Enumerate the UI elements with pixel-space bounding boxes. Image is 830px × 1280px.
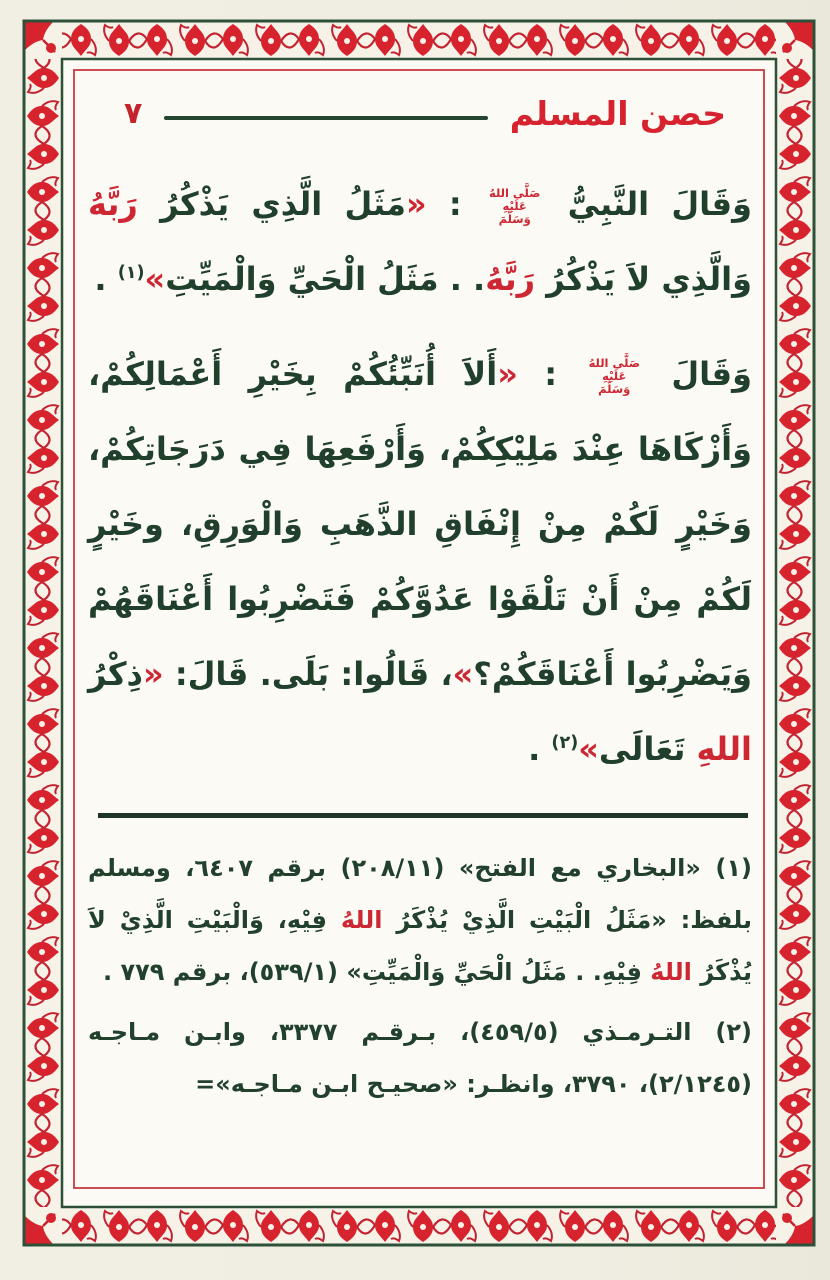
footnote-separator bbox=[98, 813, 748, 818]
footnote-marker: (٢) bbox=[715, 1017, 752, 1046]
honorific-line: صَلَّى اللهُ bbox=[588, 355, 640, 370]
quote-mark-open: « bbox=[497, 355, 518, 393]
highlighted-word-rabbahu: رَبَّهُ bbox=[88, 185, 138, 223]
hadith-body bbox=[88, 167, 752, 793]
honorific-line: عَلَيْهِ bbox=[502, 198, 527, 213]
footnote-text: فِيْهِ، وَالْبَيْتِ الَّذِيْ لاَ يُذْكَرُ bbox=[88, 905, 752, 986]
body-text: مَثَلُ الَّذِي يَذْكُرُ bbox=[137, 185, 406, 223]
body-text: . bbox=[94, 260, 118, 298]
body-text: : bbox=[517, 355, 584, 393]
quote-mark-close: » bbox=[452, 655, 474, 693]
footnote-2 bbox=[88, 1006, 752, 1110]
body-text: . bbox=[528, 730, 552, 768]
honorific-line: عَلَيْهِ bbox=[602, 368, 627, 383]
body-text: : bbox=[426, 185, 484, 223]
honorific-salla-allahu-alayhi-wa-sallam bbox=[589, 357, 640, 396]
body-text: تَعَالَى bbox=[598, 730, 697, 768]
body-text: وَقَالَ bbox=[644, 355, 753, 393]
honorific-line: وَسَلَّمَ bbox=[498, 211, 531, 226]
body-text: ، قَالُوا: بَلَى. قَالَ: bbox=[163, 655, 453, 693]
footnote-marker: (١) bbox=[715, 853, 752, 882]
footnote-ref-1: (١) bbox=[117, 262, 145, 283]
footnote-text: فِيْهِ. . مَثَلُ الْحَيِّ وَالْمَيِّتِ» (٥٣٩/١)، برقم ٧٧٩ . bbox=[102, 957, 651, 986]
hadith-1-paragraph bbox=[88, 167, 752, 323]
page-number: ٧ bbox=[124, 96, 143, 131]
highlighted-word-allah: اللهُ bbox=[340, 905, 383, 934]
quote-mark-close: » bbox=[144, 260, 166, 298]
footnote-text: التـرمـذي (٤٥٩/٥)، بـرقـم ٣٣٧٧، وابـن مـاجـه (٢/١٢٤٥)، ٣٧٩٠، وانظـر: «صحيـح ابـن مـاجـه»= bbox=[88, 1017, 752, 1098]
quote-mark-open: « bbox=[142, 655, 164, 693]
body-text: . . مَثَلُ الْحَيِّ وَالْمَيِّتِ bbox=[165, 260, 486, 298]
page-header bbox=[88, 94, 752, 133]
body-text: ذِكْرُ bbox=[88, 655, 143, 693]
quote-mark-open: « bbox=[405, 185, 427, 223]
footnote-ref-2: (٢) bbox=[551, 732, 579, 753]
honorific-line: صَلَّى اللهُ bbox=[488, 185, 541, 200]
footnote-text: «البخاري مع الفتح» (٢٠٨/١١) برقم ٦٤٠٧، ومسلم بلفظ: «مَثَلُ الْبَيْتِ الَّذِيْ يُذْكَرُ bbox=[88, 853, 753, 934]
honorific-salla-allahu-alayhi-wa-sallam bbox=[489, 187, 540, 226]
footnote-1 bbox=[88, 842, 752, 998]
hadith-2-paragraph bbox=[88, 337, 752, 793]
highlighted-word-allah: اللهِ bbox=[696, 730, 752, 768]
body-text: أَلاَ أُنَبِّئُكُمْ بِخَيْرِ أَعْمَالِكُمْ، وَأَزْكَاهَا عِنْدَ مَلِيْكِكُمْ، وَأَرْفَعِهَا فِي دَرَجَاتِكُمْ، وَخَيْرٍ لَكُمْ مِنْ إِنْفَاقِ الذَّهَبِ وَالْوَرِقِ، وخَيْرٍ لَكُمْ مِنْ أَنْ تَلْقَوْا عَدُوَّكُمْ فَتَضْرِبُوا أَعْنَاقَهُمْ وَيَضْرِبُوا أَعْنَاقَكُمْ؟ bbox=[88, 355, 752, 693]
footnotes bbox=[88, 842, 752, 1110]
header-rule bbox=[164, 116, 487, 120]
book-title: حصن المسلم bbox=[509, 94, 726, 133]
body-text: وَالَّذِي لاَ يَذْكُرُ bbox=[535, 260, 752, 298]
honorific-line: وَسَلَّمَ bbox=[598, 381, 631, 396]
quote-mark-close: » bbox=[578, 730, 599, 768]
highlighted-word-allah: اللهُ bbox=[650, 957, 692, 986]
highlighted-word-rabbahu: رَبَّهُ bbox=[485, 260, 536, 298]
page-content bbox=[88, 94, 752, 1118]
body-text: وَقَالَ النَّبِيُّ bbox=[545, 185, 753, 223]
